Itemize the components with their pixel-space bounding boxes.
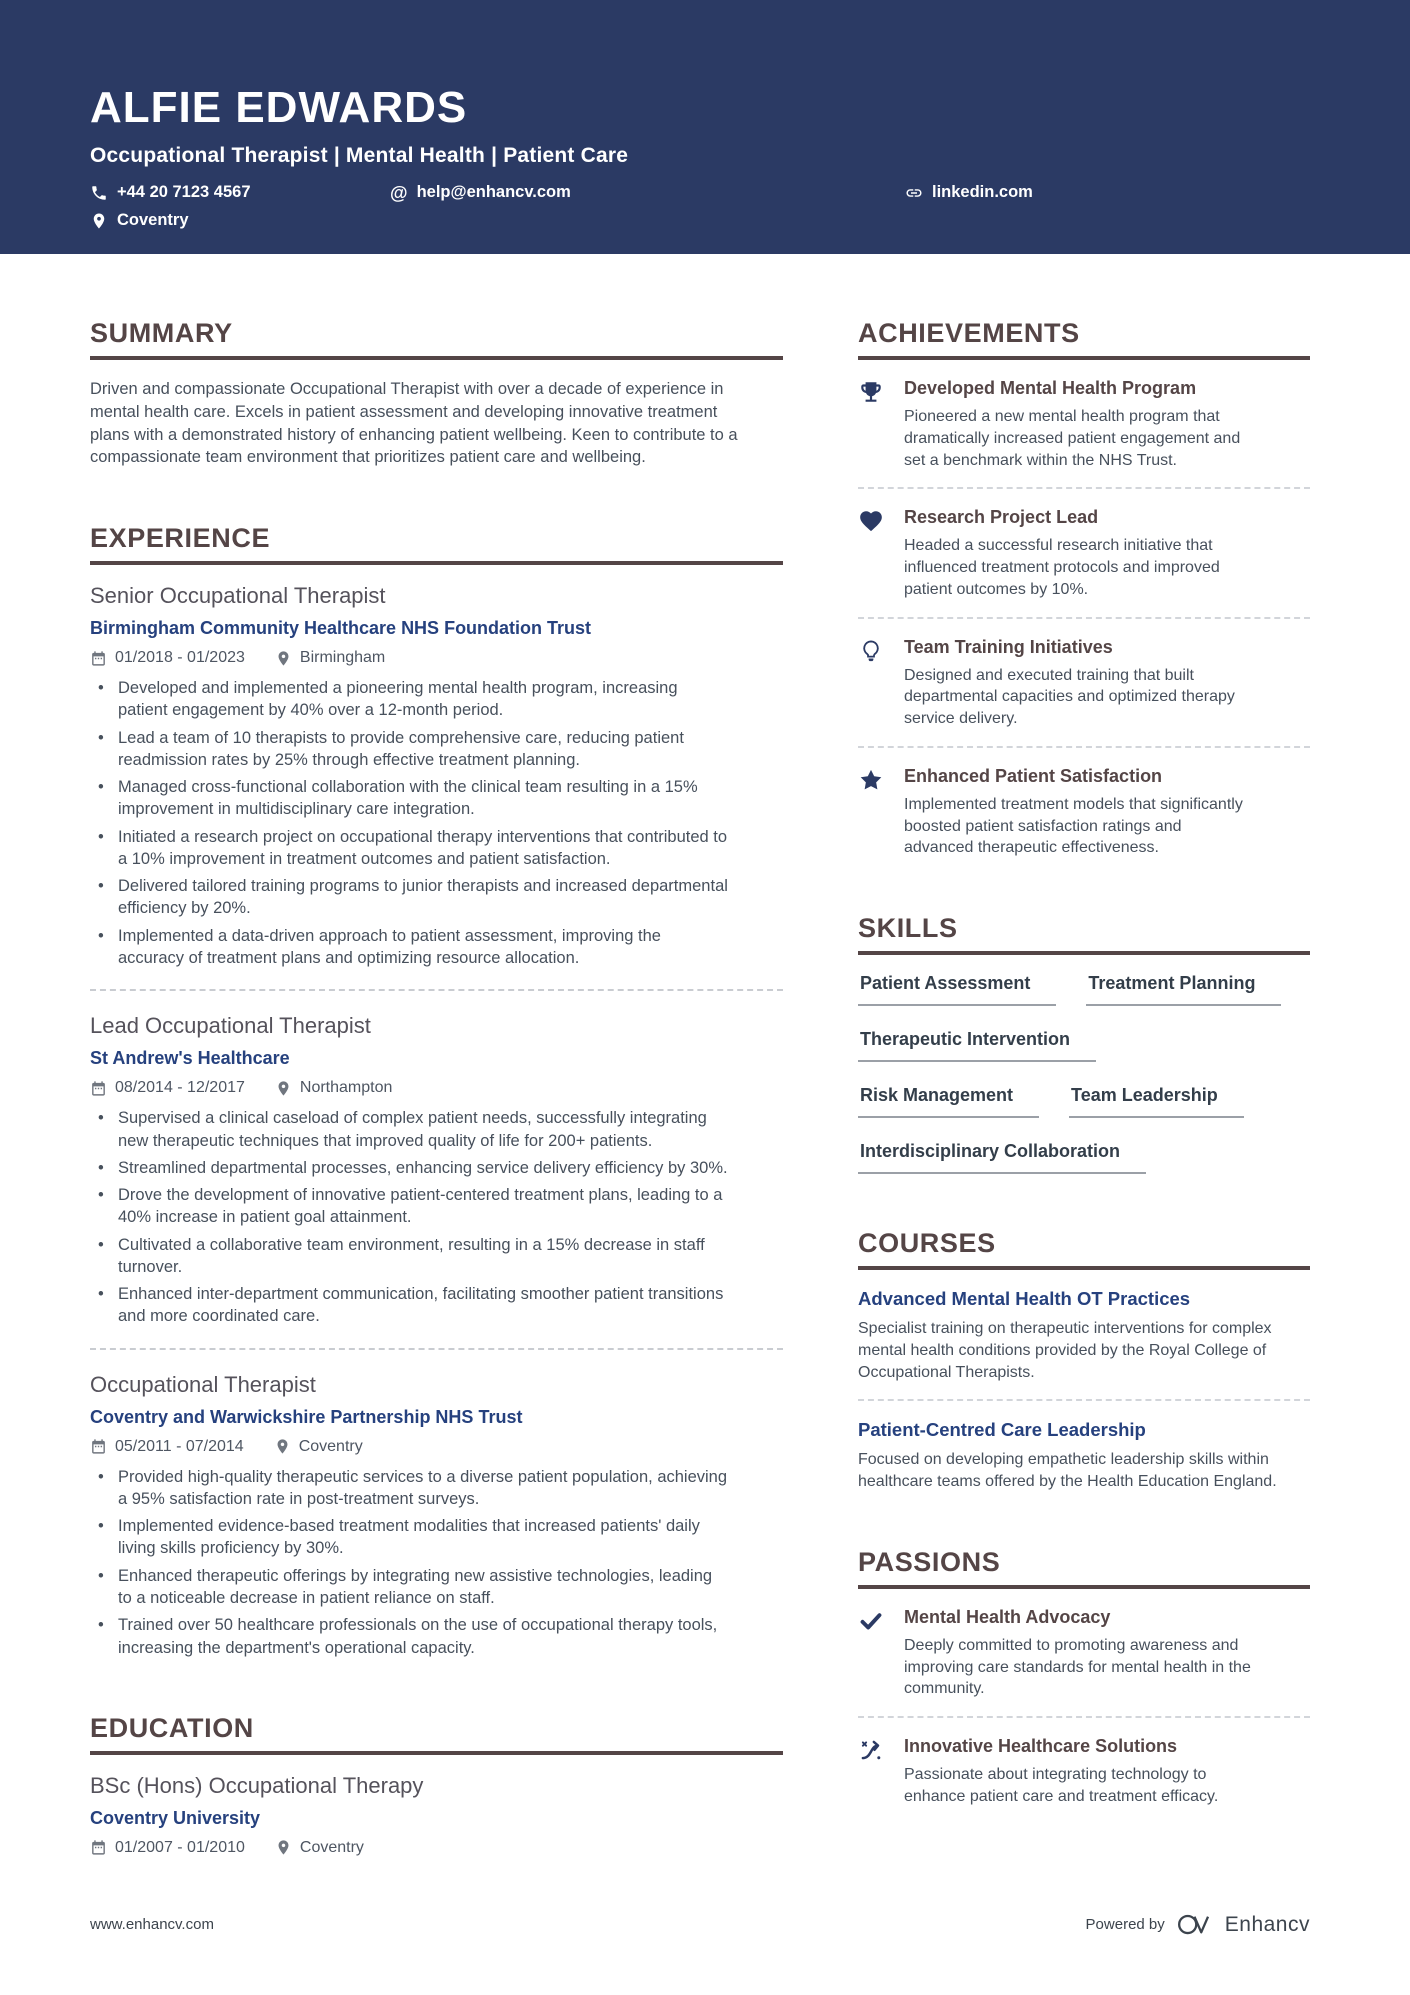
site-link[interactable]: www.enhancv.com xyxy=(90,1916,214,1933)
feature-text: Implemented treatment models that significantly boosted patient satisfaction ratings and advanced therapeutic effectiveness. xyxy=(904,795,1243,857)
achievements-section xyxy=(858,318,1310,859)
phone xyxy=(90,183,390,202)
bullet-item: • Enhanced inter-department communication, facilitating smoother patient transitions and more coordinated care. xyxy=(90,1283,730,1328)
linkedin-link[interactable] xyxy=(905,183,1310,202)
bullet-item: • Supervised a clinical caseload of complex patient needs, successfully integrating new therapeutic techniques that improved quality of life for 200+ patients. xyxy=(90,1107,730,1152)
feature-item xyxy=(858,1607,1310,1700)
calendar-icon xyxy=(90,1839,107,1856)
passions-list xyxy=(858,1607,1310,1808)
degree-title: BSc (Hons) Occupational Therapy xyxy=(90,1772,424,1798)
dashed-divider xyxy=(858,746,1310,748)
skill-item: Patient Assessment xyxy=(858,973,1056,1006)
course-item xyxy=(858,1419,1278,1493)
main-content xyxy=(0,254,1410,1867)
course-title: Advanced Mental Health OT Practices xyxy=(858,1288,1191,1309)
location-icon xyxy=(275,650,292,667)
location-icon xyxy=(90,212,108,230)
job-company: Birmingham Community Healthcare NHS Foundation Trust xyxy=(90,618,592,639)
skill-row xyxy=(858,1085,1310,1118)
feature-title: Research Project Lead xyxy=(904,507,1099,528)
bullet-item: • Enhanced therapeutic offerings by integrating new assistive technologies, leading to a noticeable decrease in patient reliance on staff. xyxy=(90,1565,730,1610)
achievements-list xyxy=(858,378,1310,859)
skill-item: Treatment Planning xyxy=(1086,973,1281,1006)
experience-item xyxy=(90,1013,783,1327)
skill-item: Therapeutic Intervention xyxy=(858,1029,1096,1062)
feature-item xyxy=(858,637,1310,730)
dashed-divider xyxy=(90,1348,783,1350)
calendar-icon xyxy=(90,1080,107,1097)
bullet-item: • Implemented evidence-based treatment modalities that increased patients' daily living skills proficiency by 30%. xyxy=(90,1515,730,1560)
location-icon xyxy=(275,1080,292,1097)
education-dates: 01/2007 - 01/2010 xyxy=(90,1839,245,1857)
header xyxy=(0,0,1410,254)
summary-section xyxy=(90,318,783,469)
job-location: Coventry xyxy=(274,1438,363,1456)
courses-section xyxy=(858,1228,1310,1493)
strategy-icon xyxy=(858,1737,884,1763)
feature-text: Pioneered a new mental health program that dramatically increased patient engagement and set a benchmark within the NHS Trust. xyxy=(904,408,1241,469)
job-meta xyxy=(90,1079,783,1097)
location-icon xyxy=(274,1438,291,1455)
job-bullets xyxy=(90,677,783,969)
job-dates: 01/2018 - 01/2023 xyxy=(90,649,245,667)
job-dates: 05/2011 - 07/2014 xyxy=(90,1438,244,1456)
education-meta xyxy=(90,1839,783,1857)
name: ALFIE EDWARDS xyxy=(90,83,468,132)
calendar-icon xyxy=(90,1438,107,1455)
school-name: Coventry University xyxy=(90,1807,261,1828)
experience-section xyxy=(90,523,783,1659)
bullet-item: • Developed and implemented a pioneering mental health program, increasing patient engagement by 40% over a 12-month period. xyxy=(90,677,730,722)
bullet-item: • Delivered tailored training programs to junior therapists and increased departmental efficiency by 20%. xyxy=(90,875,730,920)
phone-number: +44 20 7123 4567 xyxy=(117,183,251,201)
email-link[interactable] xyxy=(390,183,905,202)
job-title: Occupational Therapist xyxy=(90,1371,316,1397)
job-company: Coventry and Warwickshire Partnership NHS Trust xyxy=(90,1406,523,1427)
skill-item: Interdisciplinary Collaboration xyxy=(858,1141,1146,1174)
job-meta xyxy=(90,649,783,667)
job-dates: 08/2014 - 12/2017 xyxy=(90,1079,245,1097)
bullet-item: • Provided high-quality therapeutic services to a diverse patient population, achieving a 95% satisfaction rate in post-treatment surveys. xyxy=(90,1466,730,1511)
bullet-item: • Implemented a data-driven approach to patient assessment, improving the accuracy of treatment plans and optimizing resource allocation. xyxy=(90,925,730,970)
experience-heading: EXPERIENCE xyxy=(90,523,783,565)
education-heading: EDUCATION xyxy=(90,1713,783,1755)
headline: Occupational Therapist | Mental Health | Patient Care xyxy=(90,144,629,167)
brand-name: Enhancv xyxy=(1224,1912,1310,1936)
education-item xyxy=(90,1773,783,1857)
feature-item xyxy=(858,378,1310,471)
feature-item xyxy=(858,766,1310,859)
skills-heading: SKILLS xyxy=(858,913,1310,955)
job-title: Senior Occupational Therapist xyxy=(90,583,386,609)
achievements-heading: ACHIEVEMENTS xyxy=(858,318,1310,360)
bullet-item: • Trained over 50 healthcare professionals on the use of occupational therapy tools, increasing the department's operational capacity. xyxy=(90,1614,730,1659)
passions-heading: PASSIONS xyxy=(858,1547,1310,1589)
experience-item xyxy=(90,1372,783,1659)
job-location: Birmingham xyxy=(275,649,385,667)
course-title: Patient-Centred Care Leadership xyxy=(858,1419,1146,1441)
dashed-divider xyxy=(90,989,783,991)
bullet-item: • Initiated a research project on occupational therapy interventions that contributed to a 10% improvement in treatment outcomes and patient satisfaction. xyxy=(90,826,730,871)
feature-title: Mental Health Advocacy xyxy=(904,1606,1111,1627)
link-icon xyxy=(905,184,923,202)
lightbulb-icon xyxy=(858,638,884,664)
location-row xyxy=(90,211,1310,235)
course-text: Specialist training on therapeutic interventions for complex mental health conditions provided by the Royal College of Occupational Therapists. xyxy=(858,1320,1272,1381)
phone-icon xyxy=(90,184,108,202)
feature-title: Team Training Initiatives xyxy=(904,636,1113,657)
bullet-item: • Streamlined departmental processes, enhancing service delivery efficiency by 30%. xyxy=(90,1157,730,1179)
contact-row xyxy=(90,183,1310,202)
linkedin-text: linkedin.com xyxy=(932,183,1033,201)
skill-row xyxy=(858,1141,1310,1174)
bullet-item: • Drove the development of innovative patient-centered treatment plans, leading to a 40% increase in patient goal attainment. xyxy=(90,1184,730,1229)
summary-heading: SUMMARY xyxy=(90,318,783,360)
feature-title: Innovative Healthcare Solutions xyxy=(904,1736,1178,1756)
heart-icon xyxy=(858,508,884,534)
feature-item xyxy=(858,507,1310,600)
skills-list xyxy=(858,973,1310,1174)
job-title: Lead Occupational Therapist xyxy=(90,1013,371,1039)
bullet-item: • Lead a team of 10 therapists to provide comprehensive care, reducing patient readmission rates by 25% through effective treatment planning. xyxy=(90,727,730,772)
skills-section xyxy=(858,913,1310,1174)
star-icon xyxy=(858,767,884,793)
trophy-icon xyxy=(858,379,884,405)
location xyxy=(90,211,189,230)
feature-title: Enhanced Patient Satisfaction xyxy=(904,765,1163,786)
feature-text: Deeply committed to promoting awareness and improving care standards for mental health in the community. xyxy=(904,1636,1251,1698)
skill-item: Risk Management xyxy=(858,1085,1039,1118)
powered-by xyxy=(1086,1912,1310,1937)
courses-list xyxy=(858,1288,1310,1493)
education-location: Coventry xyxy=(275,1839,364,1857)
courses-heading: COURSES xyxy=(858,1228,1310,1270)
footer xyxy=(90,1912,1310,1937)
job-company: St Andrew's Healthcare xyxy=(90,1048,290,1069)
check-icon xyxy=(858,1608,884,1634)
right-column xyxy=(858,318,1310,1867)
dashed-divider xyxy=(858,1716,1310,1718)
passions-section xyxy=(858,1547,1310,1808)
skill-row xyxy=(858,973,1310,1006)
location-text: Coventry xyxy=(117,211,189,229)
job-meta xyxy=(90,1438,783,1456)
skill-row xyxy=(858,1029,1310,1062)
bullet-item: • Managed cross-functional collaboration with the clinical team resulting in a 15% improvement in multidisciplinary care integration. xyxy=(90,776,730,821)
bullet-item: • Cultivated a collaborative team environment, resulting in a 15% decrease in staff turnover. xyxy=(90,1234,730,1279)
feature-item xyxy=(858,1736,1310,1808)
summary-text: Driven and compassionate Occupational Therapist with over a decade of experience in mental health care. Excels in patient assessment and developing innovative treatment plans with a demonstrated history of enhancing patient wellbeing. Keen to contribute to a compassionate team environment that prioritizes patient care and wellbeing. xyxy=(90,380,738,467)
experience-item xyxy=(90,583,783,969)
course-text: Focused on developing empathetic leadership skills within healthcare teams offered by the Health Education England. xyxy=(858,1451,1277,1490)
feature-text: Designed and executed training that built departmental capacities and optimized therapy service delivery. xyxy=(904,666,1235,727)
dashed-divider xyxy=(858,617,1310,619)
education-section xyxy=(90,1713,783,1857)
email-address: help@enhancv.com xyxy=(416,183,571,201)
feature-title: Developed Mental Health Program xyxy=(904,378,1197,398)
enhancv-logo-icon xyxy=(1177,1912,1213,1937)
course-item xyxy=(858,1288,1278,1383)
job-location: Northampton xyxy=(275,1079,393,1097)
at-icon: @ xyxy=(390,182,408,203)
dashed-divider xyxy=(858,1399,1310,1401)
powered-by-label: Powered by xyxy=(1085,1916,1165,1933)
experience-list xyxy=(90,583,783,1659)
location-icon xyxy=(275,1839,292,1856)
feature-text: Headed a successful research initiative that influenced treatment protocols and improved patient outcomes by 10%. xyxy=(904,537,1220,598)
skill-item: Team Leadership xyxy=(1069,1085,1244,1118)
dashed-divider xyxy=(858,487,1310,489)
calendar-icon xyxy=(90,650,107,667)
feature-text: Passionate about integrating technology to enhance patient care and treatment efficacy. xyxy=(904,1766,1219,1805)
left-column xyxy=(90,318,783,1867)
job-bullets xyxy=(90,1107,783,1327)
job-bullets xyxy=(90,1466,783,1659)
